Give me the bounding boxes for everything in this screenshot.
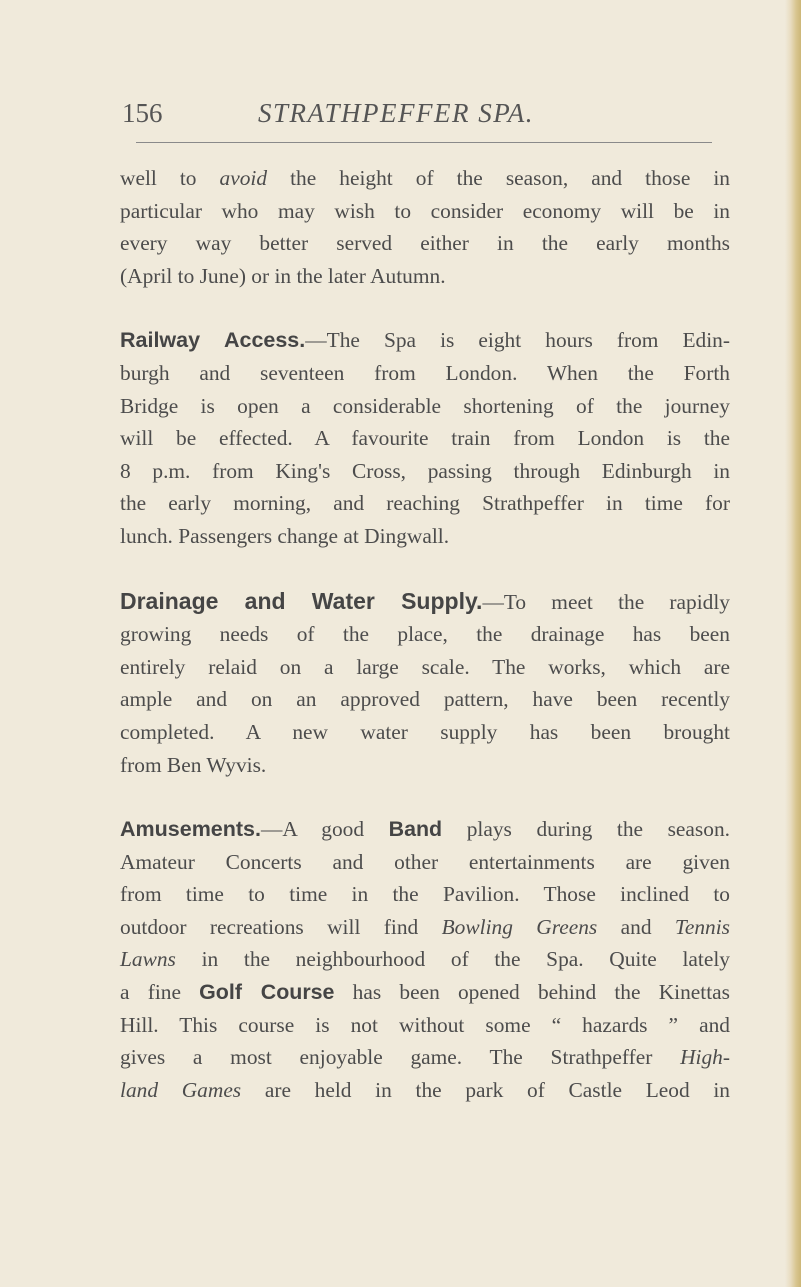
italic-bowling-greens: Bowling Greens bbox=[441, 914, 598, 939]
bold-band: Band bbox=[388, 817, 443, 842]
paragraph-amusements bbox=[120, 813, 730, 1106]
paragraph-drainage-water-supply bbox=[120, 585, 730, 782]
italic-tennis: Tennis bbox=[674, 914, 730, 939]
body-text bbox=[120, 162, 730, 1106]
text-line: Amateur Concerts and other entertainments are given bbox=[120, 849, 730, 874]
text-run: well to bbox=[120, 166, 220, 190]
text-run: are held in the park of Castle Leod in bbox=[241, 1077, 730, 1102]
text-run: —A good bbox=[261, 817, 389, 842]
text-line bbox=[120, 162, 730, 195]
page-header bbox=[120, 98, 730, 144]
text-line bbox=[120, 943, 730, 976]
text-run: a fine bbox=[120, 980, 200, 1005]
text-line bbox=[120, 976, 730, 1009]
text-line: will be effected. A favourite train from London is the bbox=[120, 426, 730, 451]
running-title: STRATHPEFFER SPA. bbox=[258, 98, 534, 128]
text-line: from Ben Wyvis. bbox=[120, 752, 267, 777]
text-line: (April to June) or in the later Autumn. bbox=[120, 263, 446, 288]
text-line: Bridge is open a considerable shortening of the journey bbox=[120, 393, 730, 418]
text-line: every way better served either in the early months bbox=[120, 231, 730, 256]
text-run: in the neighbourhood of the Spa. Quite lately bbox=[175, 947, 730, 972]
paragraph-season bbox=[120, 162, 730, 292]
text-run: gives a most enjoyable game. The Strathpeffer bbox=[120, 1045, 681, 1070]
text-line: Hill. This course is not without some “ hazards ” and bbox=[120, 1012, 730, 1037]
text-line: entirely relaid on a large scale. The works, which are bbox=[120, 654, 730, 679]
bold-golf-course: Golf Course bbox=[199, 980, 335, 1005]
page-number: 156 bbox=[122, 98, 163, 128]
text-line: lunch. Passengers change at Dingwall. bbox=[120, 523, 450, 548]
heading-amusements: Amusements. bbox=[120, 817, 261, 842]
page-edge-shadow bbox=[785, 0, 801, 1287]
heading-railway-access: Railway Access. bbox=[120, 328, 306, 353]
text-run: and bbox=[597, 914, 675, 939]
text-line bbox=[120, 585, 730, 619]
paragraph-railway-access bbox=[120, 324, 730, 552]
header-rule bbox=[136, 142, 712, 143]
text-line: 8 p.m. from King's Cross, passing through Edinburgh in bbox=[120, 458, 730, 483]
italic-lawns: Lawns bbox=[120, 947, 176, 972]
book-page bbox=[120, 98, 730, 1138]
text-run: —To meet the rapidly bbox=[482, 589, 731, 614]
text-run: outdoor recreations will find bbox=[120, 914, 442, 939]
text-run: has been opened behind the Kinettas bbox=[334, 980, 730, 1005]
italic-avoid: avoid bbox=[219, 166, 268, 190]
text-run: —The Spa is eight hours from Edin- bbox=[305, 328, 731, 353]
text-line bbox=[120, 1041, 730, 1074]
text-line bbox=[120, 324, 730, 357]
text-line: burgh and seventeen from London. When the Forth bbox=[120, 360, 730, 385]
text-line: completed. A new water supply has been brought bbox=[120, 719, 730, 744]
heading-drainage-water-supply: Drainage and Water Supply. bbox=[120, 587, 483, 614]
text-line: the early morning, and reaching Strathpeffer in time for bbox=[120, 491, 730, 516]
text-line: growing needs of the place, the drainage has been bbox=[120, 622, 730, 647]
italic-land-games: land Games bbox=[120, 1077, 242, 1102]
text-line: from time to time in the Pavilion. Those inclined to bbox=[120, 882, 730, 907]
text-run: the height of the season, and those in bbox=[267, 166, 730, 190]
text-line: particular who may wish to consider economy will be in bbox=[120, 198, 730, 223]
italic-highland: High- bbox=[680, 1045, 730, 1070]
text-line bbox=[120, 813, 730, 846]
text-line: ample and on an approved pattern, have been recently bbox=[120, 687, 730, 712]
text-run: plays during the season. bbox=[442, 817, 730, 842]
text-line bbox=[120, 911, 730, 944]
text-line bbox=[120, 1074, 730, 1107]
